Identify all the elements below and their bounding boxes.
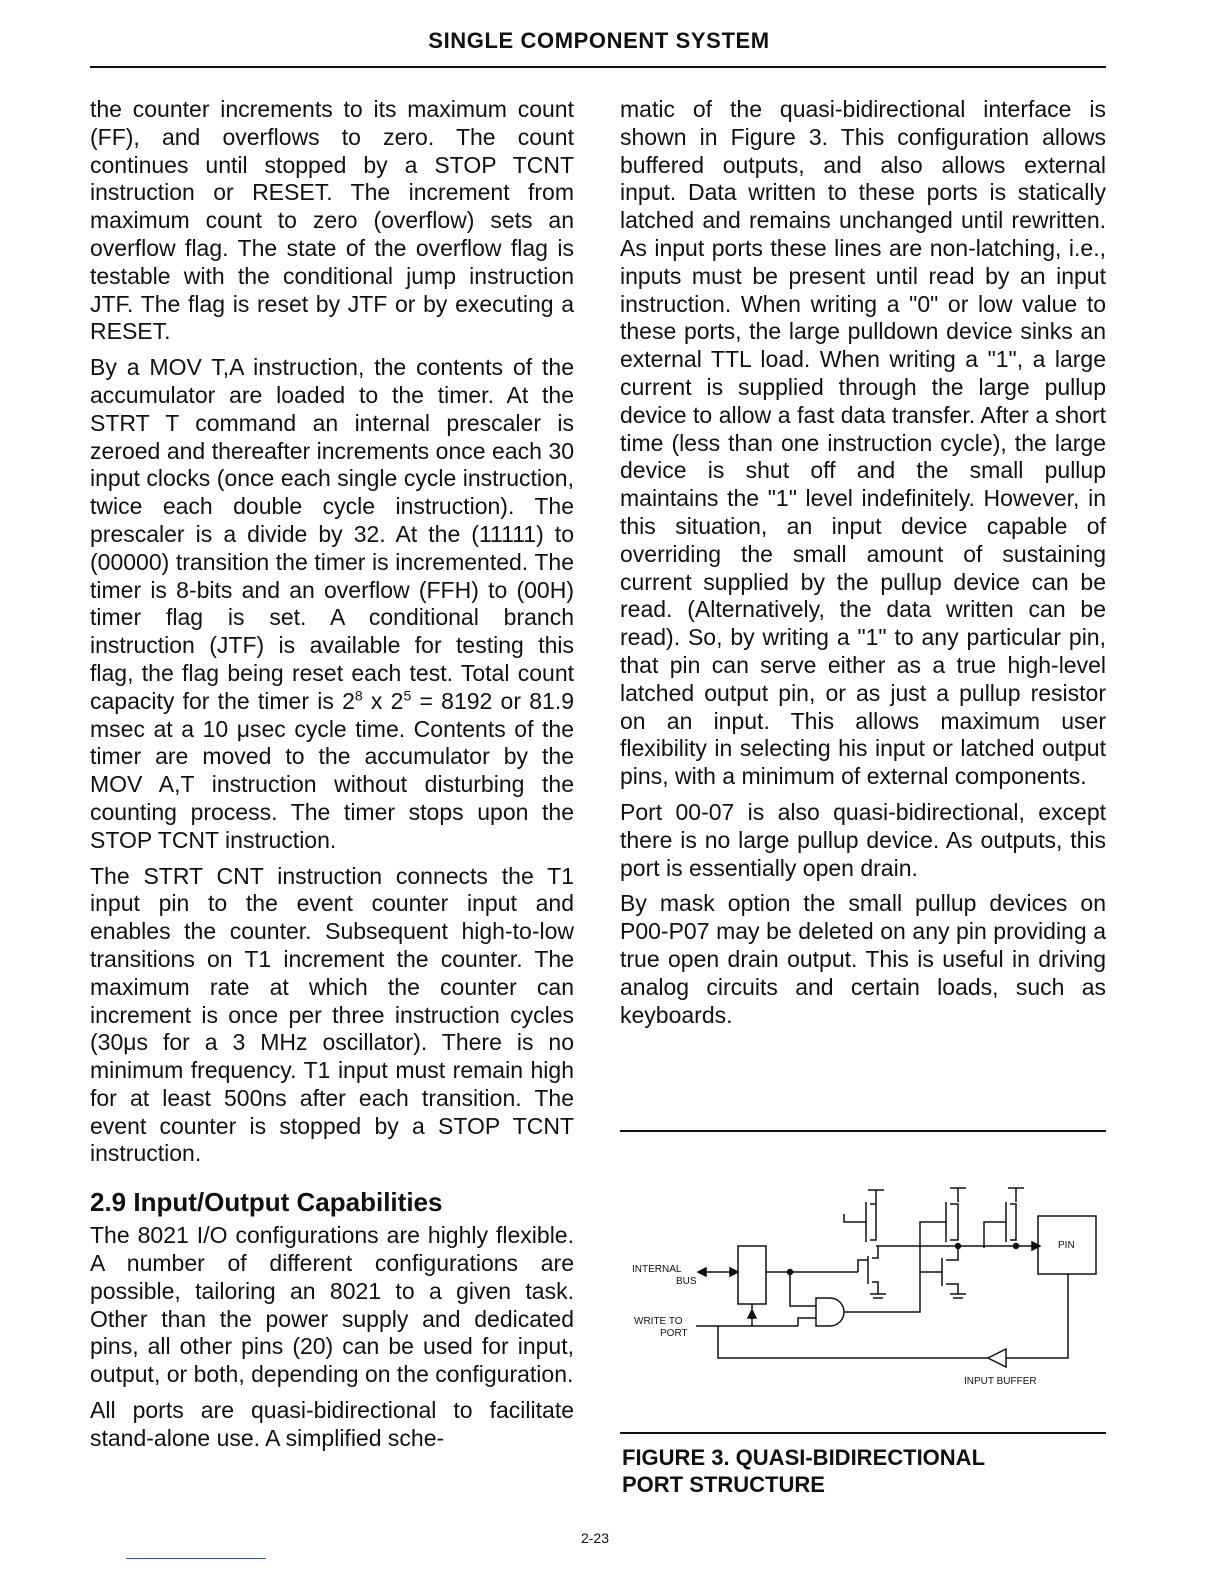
exponent: 5 [403, 687, 412, 704]
port-label: PORT [660, 1328, 688, 1339]
paragraph: Port 00-07 is also quasi-bidirectional, except there is no large pullup device. As outputs, this port is essentially open drain. [620, 798, 1106, 881]
paragraph: All ports are quasi-bidirectional to facilitate stand-alone use. A simplified sche- [90, 1397, 574, 1451]
exponent: 8 [354, 687, 363, 704]
paragraph: The 8021 I/O configurations are highly flexible. A number of different configurations are possible, tailoring an 8021 to a given task. Other than the power supply and dedicated pins, all other pins (20) can be used for input, output, or both, depending on the configuration. [90, 1222, 574, 1388]
gate-input-line [790, 1272, 816, 1306]
figure-rule-bottom [620, 1432, 1106, 1434]
gate-connection [920, 1222, 946, 1252]
arrow-right-icon [1032, 1242, 1040, 1250]
footer-line [126, 1558, 266, 1559]
header-rule [90, 66, 1106, 68]
paragraph: the counter increments to its maximum count (FF), and overflows to zero. The count continues until stopped by a STOP TCNT instruction or RESET. The increment from maximum count to zero (overflow) sets an overflow flag. The state of the overflow flag is testable with the conditional jump instruction JTF. The flag is reset by JTF or by executing a RESET. [90, 96, 574, 345]
page-header: SINGLE COMPONENT SYSTEM [428, 28, 770, 53]
paragraph-timer [90, 354, 574, 854]
bus-label: BUS [676, 1276, 697, 1287]
input-buffer-triangle [988, 1349, 1006, 1367]
transistor-small-pullup [870, 1204, 876, 1240]
arrow-up-icon [748, 1310, 756, 1318]
paragraph-text: x 2 [362, 687, 404, 714]
gate-output-line [844, 1252, 920, 1312]
arrow-right-icon [730, 1268, 738, 1276]
and-gate [816, 1298, 844, 1326]
pulldown-source [872, 1282, 878, 1294]
caption-line: FIGURE 3. QUASI-BIDIRECTIONAL [622, 1445, 986, 1470]
pulldown-drain [872, 1246, 878, 1258]
paragraph: matic of the quasi-bidirectional interface is shown in Figure 3. This configuration allows buffered outputs, and also allows external input. Data written to these ports is statically latched and remains unchanged until rewritten. As input ports these lines are non-latching, i.e., inputs must be present until read by an input instruction. When writing a "0" or low value to these ports, the large pulldown device sinks an external TTL load. When writing a "1", a large current is supplied through the large pullup device to allow a fast data transfer. After a short time (less than one instruction cycle), the large device is shut off and the small pullup maintains the "1" level indefinitely. However, in this situation, an input device capable of overriding the small amount of sustaining current supplied by the pullup device can be read. (Alternatively, the data written can be read). So, by writing a "1" to any particular pin, that pin can serve either as a true high-level latched output pin, or as just a pullup resistor on an input. This allows maximum user flexibility in selecting his input or latched output pins, with a minimum of external components. [620, 96, 1106, 790]
transistor-small-pullup-2 [1010, 1204, 1016, 1240]
schematic-diagram [620, 1180, 1106, 1400]
section-heading: 2.9 Input/Output Capabilities [90, 1187, 443, 1218]
paragraph-text: = 8192 or 81.9 msec at a 10 μsec cycle time. Contents of the timer are moved to the accumulator by the MOV A,T instruction without disturbing the counting process. The timer stops upon the STOP TCNT instruction. [90, 687, 575, 853]
buffer-output-line [718, 1326, 988, 1358]
pin-label: PIN [1058, 1240, 1075, 1251]
left-column [90, 96, 574, 1461]
figure-rule-top [620, 1130, 1106, 1132]
arrow-left-icon [698, 1268, 706, 1276]
feedback-line [1006, 1274, 1068, 1358]
gate-connection [844, 1214, 866, 1222]
page-number: 2-23 [580, 1530, 610, 1546]
latch-box [738, 1246, 766, 1304]
caption-line: PORT STRUCTURE [622, 1472, 825, 1497]
figure-quasi-bidirectional-schematic [620, 1180, 1106, 1400]
gate-connection [984, 1222, 1006, 1248]
write-to-label: WRITE TO [634, 1316, 683, 1327]
internal-label: INTERNAL [632, 1264, 682, 1275]
gate-input-line-2 [798, 1318, 816, 1326]
junction-dot [1014, 1244, 1019, 1249]
right-column [620, 96, 1106, 1037]
transistor-large-pullup [950, 1204, 958, 1240]
paragraph-text: By a MOV T,A instruction, the contents of the accumulator are loaded to the timer. At the STRT T command an internal prescaler is zeroed and thereafter increments once each 30 input clocks (once each single cycle instruction, twice each double cycle instruction). The prescaler is a divide by 32. At the (11111) to (00000) transition the timer is incremented. The timer is 8-bits and an overflow (FFH) to (00H) timer flag is set. A conditional branch instruction (JTF) is available for testing this flag, the flag being reset each test. Total count capacity for the timer is 2 [90, 354, 574, 714]
paragraph: The STRT CNT instruction connects the T1 input pin to the event counter input and enables the counter. Subsequent high-to-low transitions on T1 increment the counter. The maximum rate at which the counter can increment is once per three instruction cycles (30μs for a 3 MHz oscillator). There is no minimum frequency. T1 input must remain high for at least 500ns after each transition. The event counter is stopped by a STOP TCNT instruction. [90, 862, 574, 1167]
pulldown-gate-line [858, 1260, 868, 1272]
input-buffer-label: INPUT BUFFER [964, 1376, 1037, 1387]
paragraph: By mask option the small pullup devices on P00-P07 may be deleted on any pin providing a true open drain output. This is useful in driving analog circuits and certain loads, such as keyboards. [620, 890, 1106, 1028]
figure-caption [622, 1444, 1092, 1498]
pulldown-source [946, 1284, 958, 1294]
